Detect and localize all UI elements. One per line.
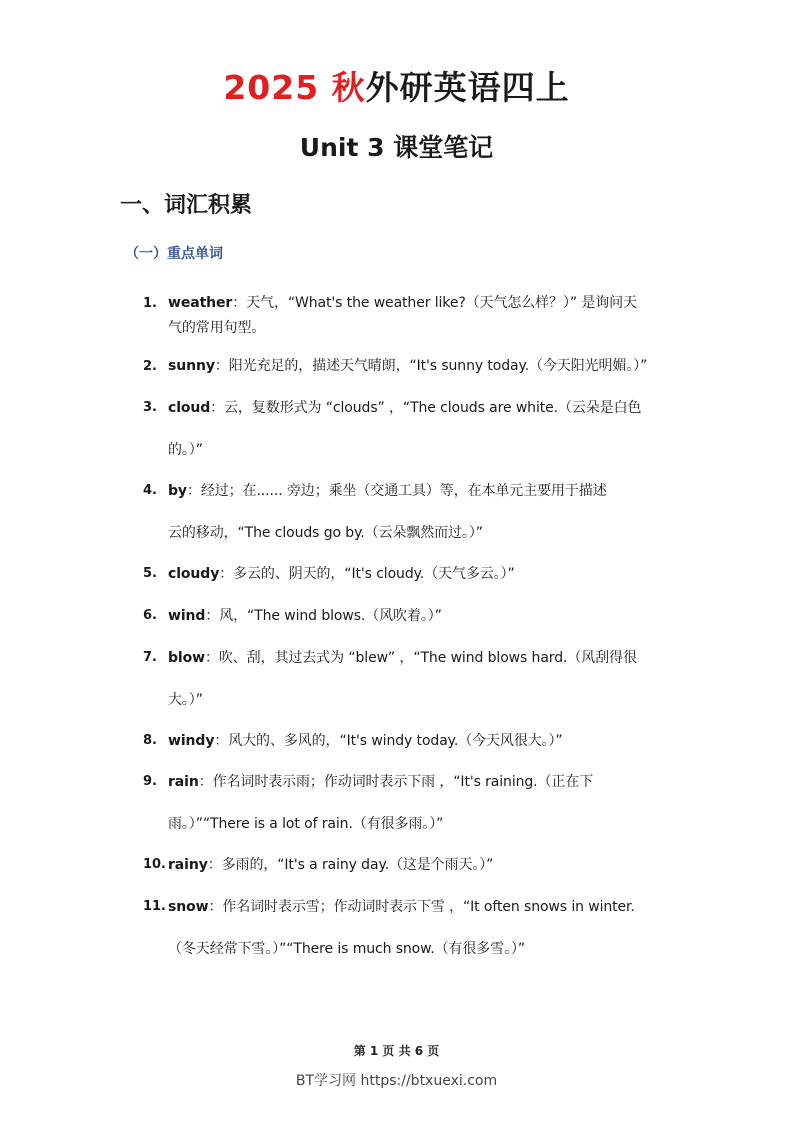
item-text: ：风，“The wind blows.（风吹着。）”	[205, 608, 442, 624]
item-number: 8.	[143, 733, 157, 748]
list-item	[143, 886, 683, 970]
item-text-cont: 大。）”	[168, 692, 203, 708]
list-item	[143, 354, 683, 379]
title-rest: 外研英语四上	[365, 68, 570, 107]
item-number: 9.	[143, 774, 157, 789]
item-number: 6.	[143, 608, 157, 623]
list-item	[143, 387, 683, 471]
list-item	[143, 595, 683, 637]
title-season: 秋	[331, 68, 366, 107]
item-number: 2.	[143, 359, 157, 374]
item-number: 1.	[143, 296, 157, 311]
item-number: 11.	[143, 899, 166, 914]
list-item	[143, 761, 683, 845]
page-subtitle: Unit 3 课堂笔记	[299, 133, 494, 162]
item-number: 4.	[143, 483, 157, 498]
item-number: 3.	[143, 400, 157, 415]
item-text: ：多雨的，“It's a rainy day.（这是个雨天。）”	[207, 857, 494, 873]
item-word: snow	[168, 899, 209, 915]
item-text: ：吹、刮，其过去式为 “blew” ，“The wind blows hard.（风刮得很	[204, 650, 637, 666]
item-word: weather	[168, 295, 233, 311]
item-text: ：阳光充足的，描述天气晴朗，“It's sunny today.（今天阳光明媚。）”	[214, 358, 648, 374]
site-watermark-link[interactable]: BT学习网 https://btxuexi.com	[295, 1073, 498, 1089]
list-item	[143, 637, 683, 721]
item-word: cloud	[168, 400, 211, 416]
list-item	[143, 470, 683, 554]
item-number: 5.	[143, 566, 157, 581]
item-number: 10.	[143, 857, 166, 872]
item-word: by	[168, 483, 187, 499]
item-text: ：云，复数形式为 “clouds” ，“The clouds are white.（云朵是白色	[210, 400, 642, 416]
item-word: blow	[168, 650, 205, 666]
item-word: rainy	[168, 857, 208, 873]
list-item	[143, 844, 683, 886]
list-item	[143, 291, 683, 341]
item-text-cont: 雨。）”“There is a lot of rain.（有很多雨。）”	[168, 816, 444, 832]
item-text: ：天气，“What's the weather like?（天气怎么样？）” 是询问天	[232, 295, 637, 311]
item-number: 7.	[143, 650, 157, 665]
item-word: sunny	[168, 358, 215, 374]
item-text: ：作名词时表示雪；作动词时表示下雪 ，“It often snows in winter.	[208, 899, 635, 915]
page-title	[0, 62, 793, 109]
item-word: wind	[168, 608, 206, 624]
page-number: 第 1 页 共 6 页	[353, 1044, 440, 1058]
item-word: rain	[168, 774, 199, 790]
item-text-cont: 气的常用句型。	[168, 320, 266, 336]
item-text-cont: （冬天经常下雪。）”“There is much snow.（有很多雪。）”	[168, 941, 526, 957]
item-text: ：经过；在...... 旁边；乘坐（交通工具）等，在本单元主要用于描述	[186, 483, 607, 499]
item-text: ：作名词时表示雨；作动词时表示下雨 ，“It's raining.（正在下	[198, 774, 594, 790]
item-text-cont: 云的移动，“The clouds go by.（云朵飘然而过。）”	[168, 525, 483, 541]
item-text: ：多云的、阴天的，“It's cloudy.（天气多云。）”	[219, 566, 515, 582]
item-word: cloudy	[168, 566, 220, 582]
list-item	[143, 720, 683, 762]
title-year: 2025	[223, 68, 320, 107]
list-item	[143, 553, 683, 595]
item-text: ：风大的、多风的，“It's windy today.（今天风很大。）”	[214, 733, 563, 749]
item-word: windy	[168, 733, 215, 749]
section-heading: 一、词汇积累	[120, 193, 253, 218]
item-text-cont: 的。）”	[168, 442, 203, 458]
section-subheading: （一）重点单词	[125, 246, 223, 262]
